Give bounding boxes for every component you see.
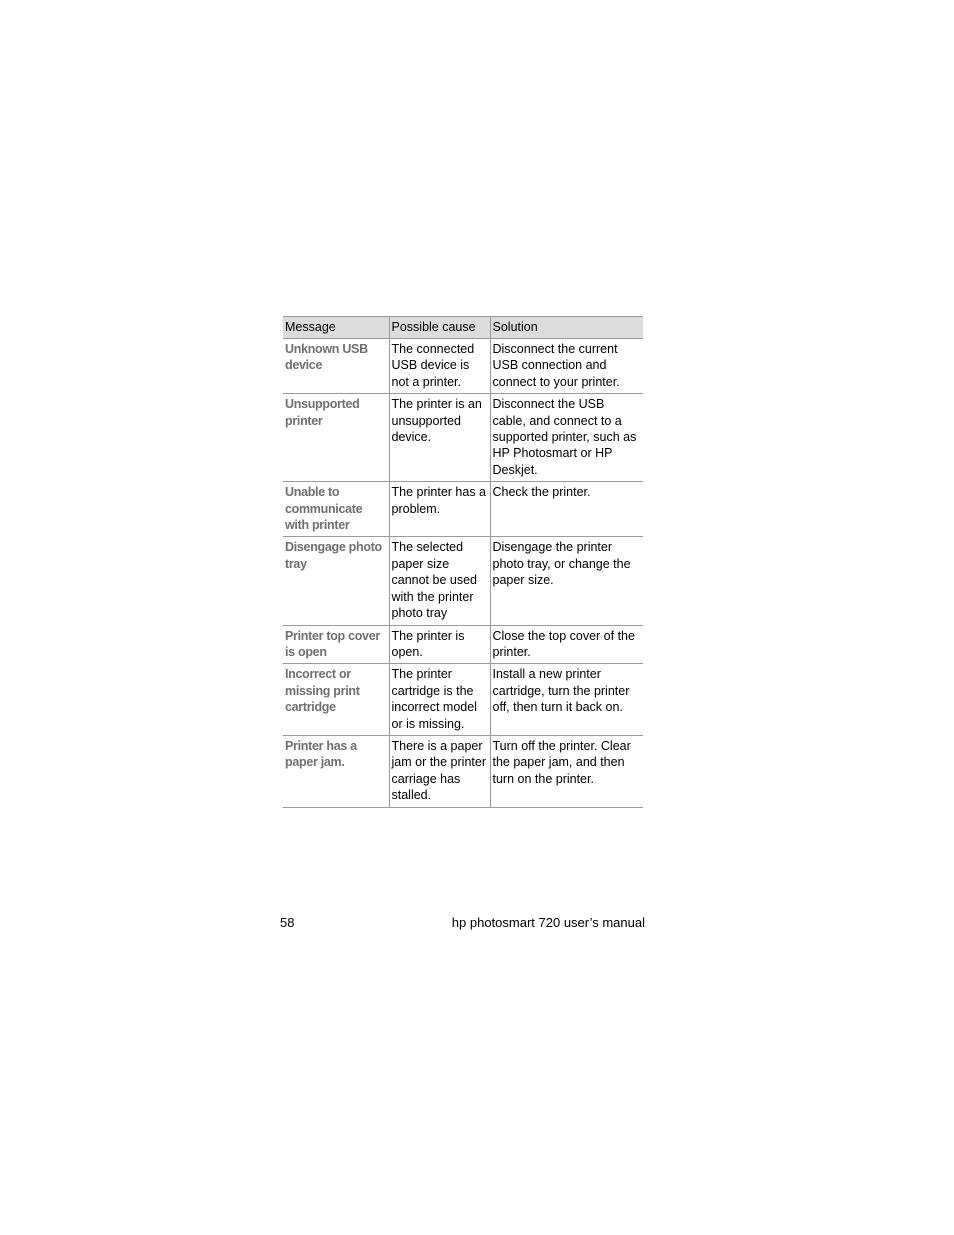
- solution-cell: Close the top cover of the printer.: [490, 625, 643, 664]
- header-message: Message: [283, 317, 389, 339]
- solution-cell: Disengage the printer photo tray, or change the paper size.: [490, 537, 643, 625]
- table-row: [283, 482, 643, 537]
- table-row: [283, 394, 643, 482]
- solution-cell: Check the printer.: [490, 482, 643, 537]
- error-messages-table: [283, 316, 643, 808]
- message-cell: Unsupported printer: [283, 394, 389, 482]
- solution-cell: Disconnect the current USB connection and connect to your printer.: [490, 339, 643, 394]
- header-possible-cause: Possible cause: [389, 317, 490, 339]
- table-row: [283, 735, 643, 807]
- message-cell: Printer has a paper jam.: [283, 735, 389, 807]
- message-cell: Incorrect or missing print cartridge: [283, 664, 389, 736]
- manual-title: hp photosmart 720 user’s manual: [451, 915, 645, 930]
- header-solution: Solution: [490, 317, 643, 339]
- cause-cell: The printer is open.: [389, 625, 490, 664]
- table-header-row: [283, 317, 643, 339]
- table-row: [283, 537, 643, 625]
- cause-cell: The printer has a problem.: [389, 482, 490, 537]
- solution-cell: Install a new printer cartridge, turn the printer off, then turn it back on.: [490, 664, 643, 736]
- table-row: [283, 664, 643, 736]
- message-cell: Printer top cover is open: [283, 625, 389, 664]
- table-row: [283, 625, 643, 664]
- message-cell: Disengage photo tray: [283, 537, 389, 625]
- solution-cell: Turn off the printer. Clear the paper jam, and then turn on the printer.: [490, 735, 643, 807]
- message-cell: Unable to communicate with printer: [283, 482, 389, 537]
- message-cell: Unknown USB device: [283, 339, 389, 394]
- table-row: [283, 339, 643, 394]
- cause-cell: There is a paper jam or the printer carriage has stalled.: [389, 735, 490, 807]
- cause-cell: The printer cartridge is the incorrect model or is missing.: [389, 664, 490, 736]
- solution-cell: Disconnect the USB cable, and connect to a supported printer, such as HP Photosmart or HP Deskjet.: [490, 394, 643, 482]
- page-number: 58: [280, 915, 295, 930]
- cause-cell: The printer is an unsupported device.: [389, 394, 490, 482]
- cause-cell: The selected paper size cannot be used with the printer photo tray: [389, 537, 490, 625]
- cause-cell: The connected USB device is not a printer.: [389, 339, 490, 394]
